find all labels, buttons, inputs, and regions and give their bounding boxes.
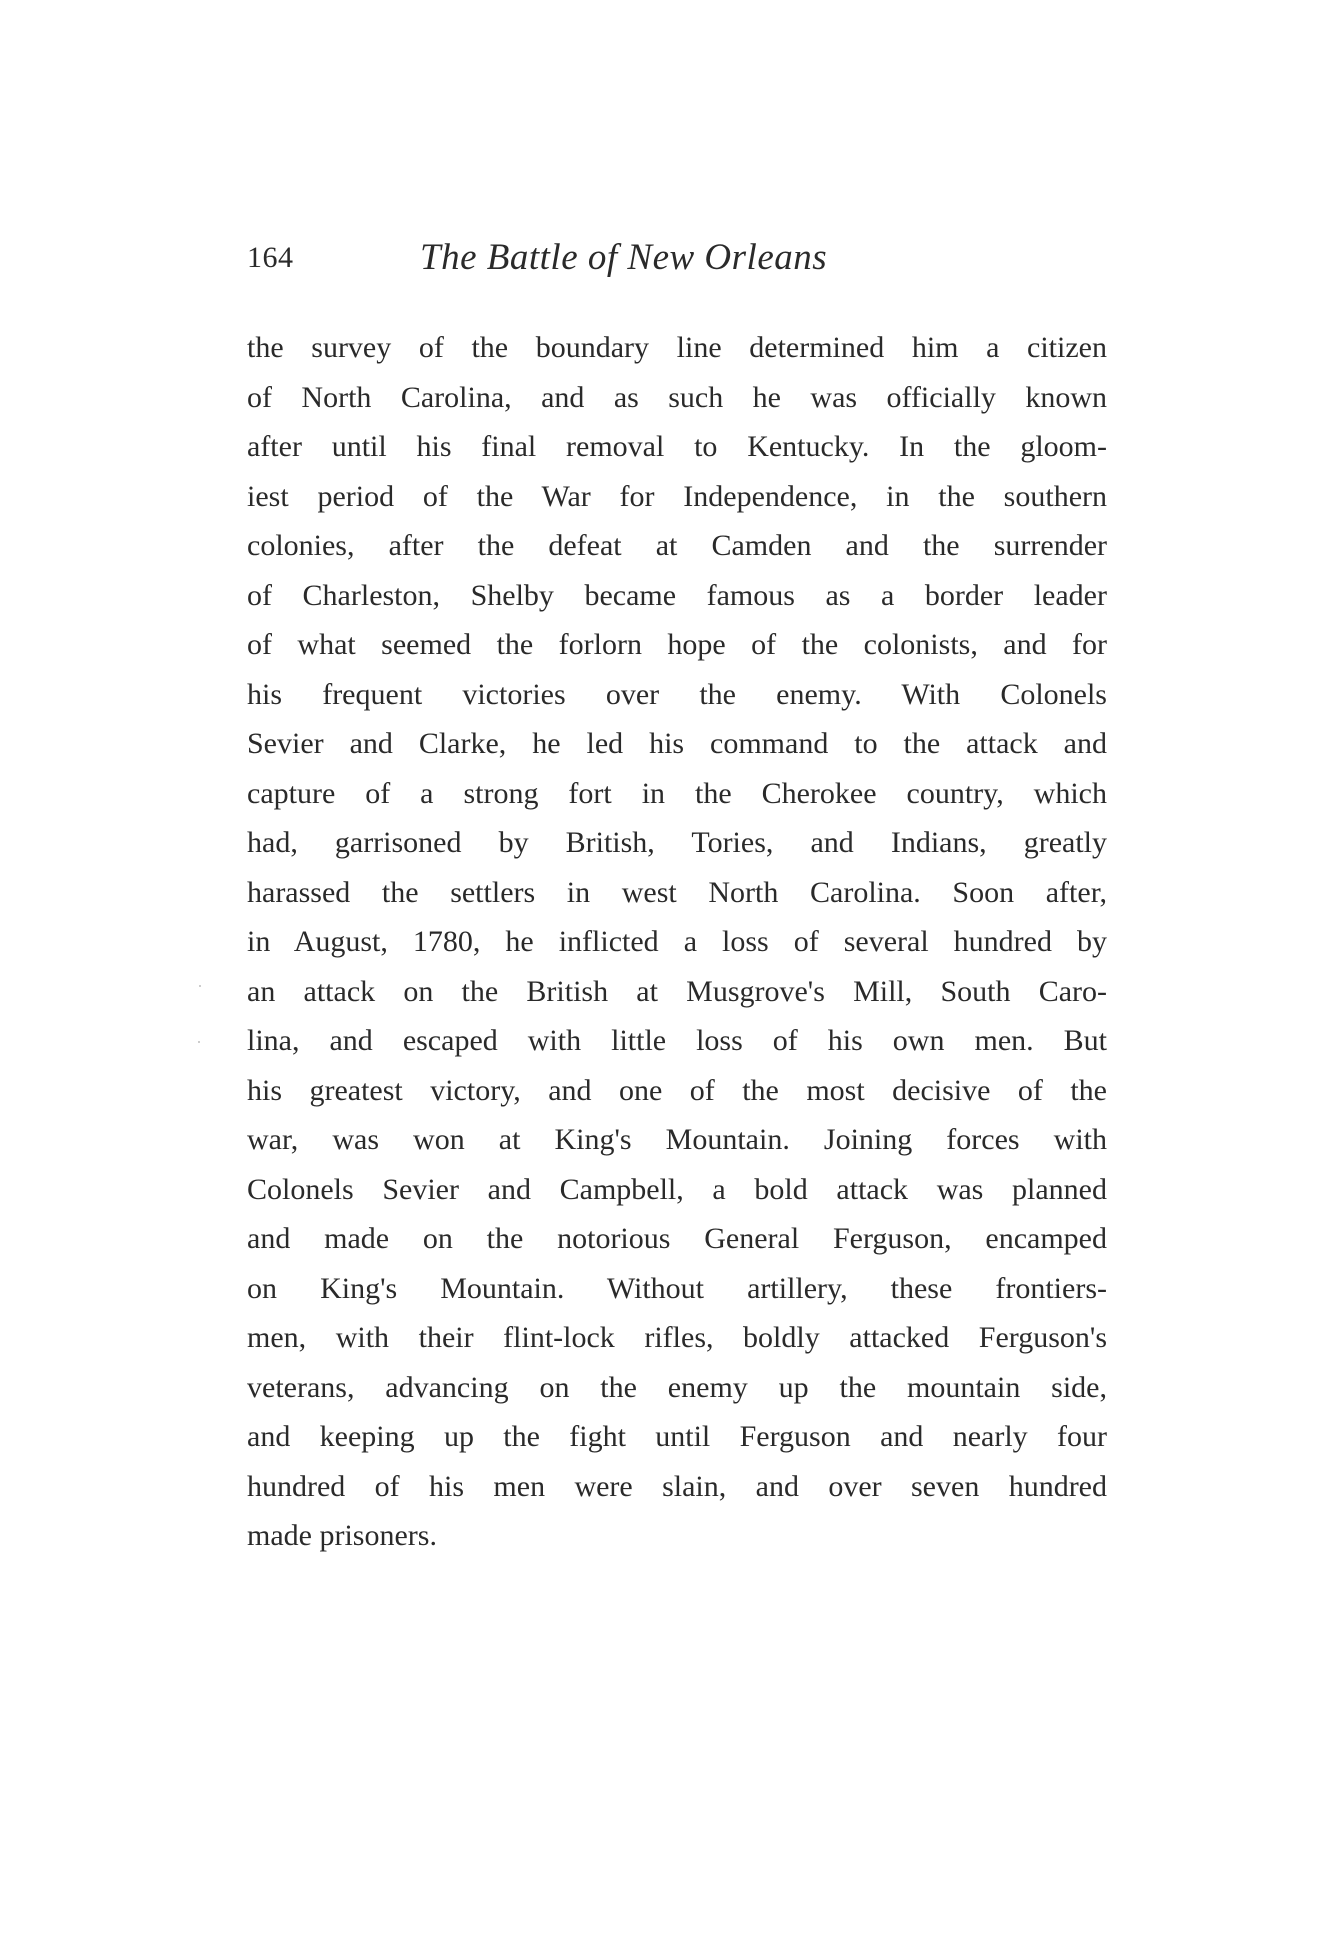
paper-specks [198,985,202,1045]
text-line: the survey of the boundary line determined him a citizen [247,331,1107,364]
text-line: hundred of his men were slain, and over seven hundred [247,1469,1107,1503]
text-line: an attack on the British at Musgrove's Mill, South Caro- [247,974,1107,1008]
text-line: iest period of the War for Independence, in the southern [247,479,1107,513]
text-line: Colonels Sevier and Campbell, a bold attack was planned [247,1172,1107,1206]
text-line: lina, and escaped with little loss of his own men. But [247,1024,1107,1057]
paper-speck [198,1041,200,1043]
running-head [247,236,1107,280]
text-line: Sevier and Clarke, he led his command to the attack and [247,727,1107,760]
text-line: after until his final removal to Kentucky. In the gloom- [247,430,1107,463]
text-line: war, was won at King's Mountain. Joining forces with [247,1123,1107,1156]
text-line: colonies, after the defeat at Camden and the surrender [247,529,1107,562]
text-line: of Charleston, Shelby became famous as a border leader [247,578,1107,612]
text-line: capture of a strong fort in the Cherokee country, which [247,776,1107,810]
text-line: of what seemed the forlorn hope of the colonists, and for [247,628,1107,661]
text-line: veterans, advancing on the enemy up the mountain side, [247,1370,1107,1404]
text-line: and keeping up the fight until Ferguson and nearly four [247,1420,1107,1453]
text-line: had, garrisoned by British, Tories, and Indians, greatly [247,826,1107,859]
paper-speck [199,985,201,987]
body-paragraph [247,323,1107,1561]
text-line: men, with their flint-lock rifles, boldly attacked Ferguson's [247,1321,1107,1354]
text-line: of North Carolina, and as such he was officially known [247,380,1107,414]
text-line: and made on the notorious General Ferguson, encamped [247,1222,1107,1255]
text-line-last: made prisoners. [247,1519,437,1552]
text-line: on King's Mountain. Without artillery, these frontiers- [247,1271,1107,1305]
text-line: his greatest victory, and one of the most decisive of the [247,1073,1107,1107]
text-line: harassed the settlers in west North Carolina. Soon after, [247,875,1107,909]
text-line: his frequent victories over the enemy. With Colonels [247,677,1107,711]
running-title: The Battle of New Orleans [420,237,828,278]
text-line: in August, 1780, he inflicted a loss of several hundred by [247,925,1107,958]
page-number: 164 [247,241,294,274]
